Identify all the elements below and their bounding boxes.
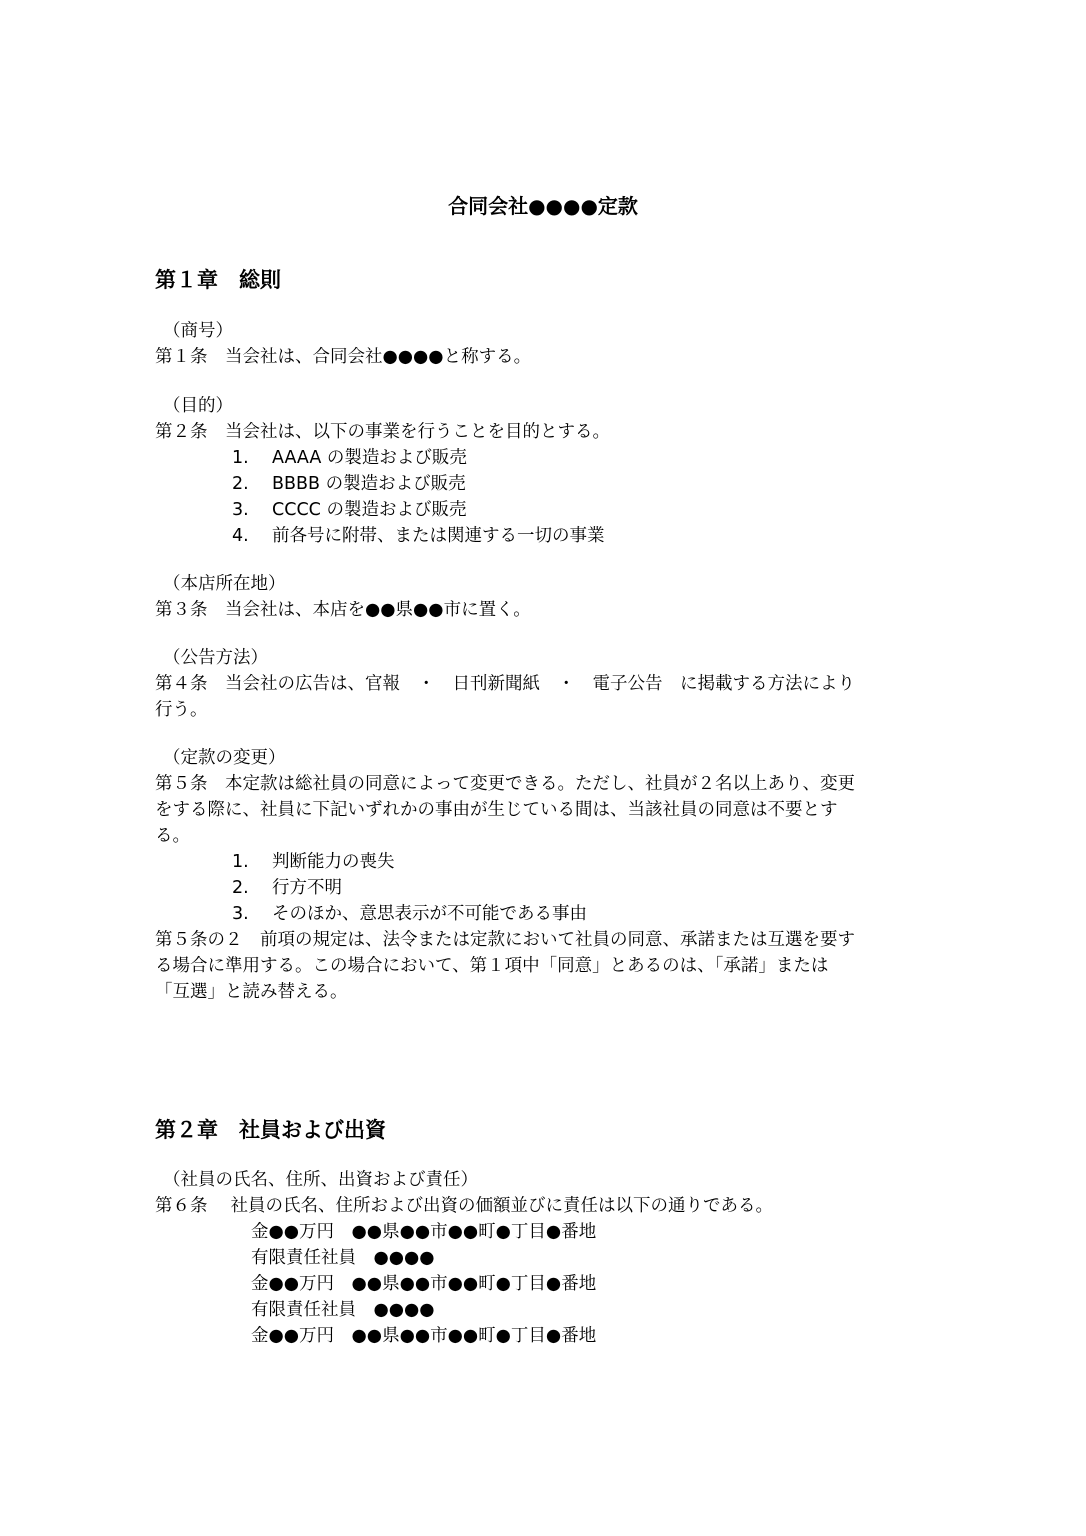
member-entry: 金●●万円 ●●県●●市●●町●丁目●番地 <box>251 1222 597 1242</box>
member-entry: 有限責任社員 ●●●● <box>251 1248 435 1268</box>
article-5-item-number: 1. <box>232 852 249 872</box>
member-entry: 有限責任社員 ●●●● <box>251 1300 435 1320</box>
article-5-item-number: 2. <box>232 878 249 898</box>
article-5-text-line: 第５条 本定款は総社員の同意によって変更できる。ただし、社員が２名以上あり、変更 <box>155 774 855 794</box>
article-2-item-text: BBBB の製造および販売 <box>272 474 466 494</box>
article-2-item-number: 3. <box>232 500 249 520</box>
chapter-2-heading: 第２章 社員および出資 <box>155 1118 386 1142</box>
article-2-item-number: 4. <box>232 526 249 546</box>
article-5-text-line: をする際に、社員に下記いずれかの事由が生じている間は、当該社員の同意は不要とす <box>155 800 838 820</box>
article-5-2-text-line: 「互選」と読み替える。 <box>155 982 348 1002</box>
article-4-caption: （公告方法） <box>163 648 268 668</box>
article-2-item-number: 2. <box>232 474 249 494</box>
article-5-caption: （定款の変更） <box>163 748 286 768</box>
article-5-2-text-line: 第５条の２ 前項の規定は、法令または定款において社員の同意、承諾または互選を要す <box>155 930 855 950</box>
article-5-text-line: る。 <box>155 826 190 846</box>
article-5-item-text: 行方不明 <box>272 878 342 898</box>
article-3-caption: （本店所在地） <box>163 574 286 594</box>
article-2-item-text: AAAA の製造および販売 <box>272 448 467 468</box>
article-4-text-line: 行う。 <box>155 700 208 720</box>
article-2-text: 第２条 当会社は、以下の事業を行うことを目的とする。 <box>155 422 610 442</box>
article-2-item-text: 前各号に附帯、または関連する一切の事業 <box>272 526 605 546</box>
chapter-1-heading: 第１章 総則 <box>155 268 281 292</box>
article-6-caption: （社員の氏名、住所、出資および責任） <box>163 1170 478 1190</box>
article-5-2-text-line: る場合に準用する。この場合において、第１項中「同意」とあるのは、「承諾」または <box>155 956 829 976</box>
article-2-caption: （目的） <box>163 396 233 416</box>
member-entry: 金●●万円 ●●県●●市●●町●丁目●番地 <box>251 1326 597 1346</box>
article-2-item-number: 1. <box>232 448 249 468</box>
article-4-text-line: 第４条 当会社の広告は、官報 ・ 日刊新聞紙 ・ 電子公告 に掲載する方法により <box>155 674 855 694</box>
article-5-item-text: 判断能力の喪失 <box>272 852 395 872</box>
article-5-item-number: 3. <box>232 904 249 924</box>
article-6-text: 第６条 社員の氏名、住所および出資の価額並びに責任は以下の通りである。 <box>155 1196 774 1216</box>
article-3-text: 第３条 当会社は、本店を●●県●●市に置く。 <box>155 600 531 620</box>
article-2-item-text: CCCC の製造および販売 <box>272 500 467 520</box>
document-title: 合同会社●●●●定款 <box>448 194 638 218</box>
member-entry: 金●●万円 ●●県●●市●●町●丁目●番地 <box>251 1274 597 1294</box>
article-1-caption: （商号） <box>163 321 233 341</box>
article-5-item-text: そのほか、意思表示が不可能である事由 <box>272 904 587 924</box>
article-1-text: 第１条 当会社は、合同会社●●●●と称する。 <box>155 347 532 367</box>
